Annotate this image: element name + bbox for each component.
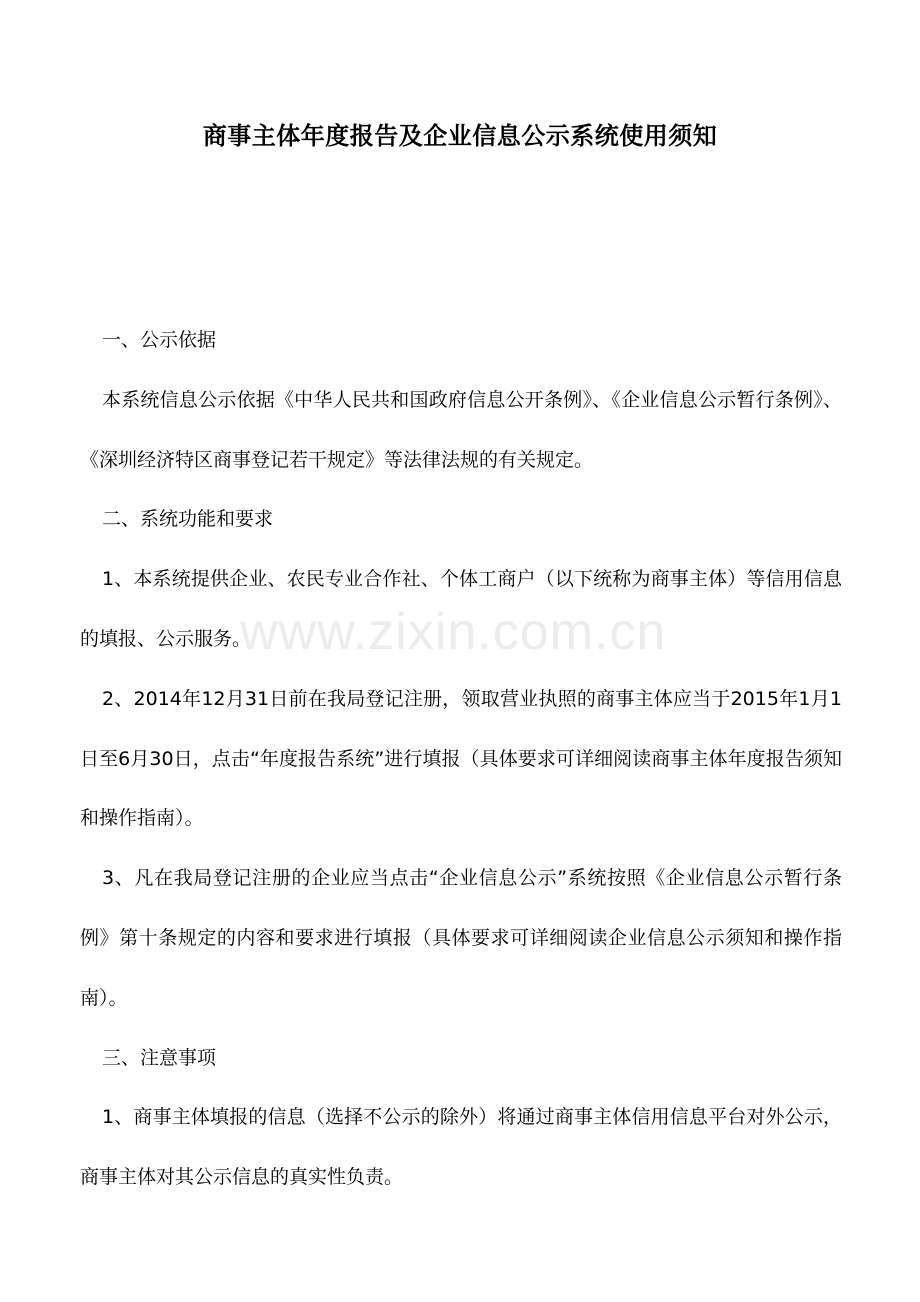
section-heading-notes: 三、注意事项	[102, 1046, 217, 1069]
section-heading-functions: 二、系统功能和要求	[102, 508, 274, 531]
paragraph-basis: 本系统信息公示依据《中华人民共和国政府信息公开条例》、《企业信息公示暂行条例》、《深圳经济特区商事登记若干规定》等法律法规的有关规定。	[80, 388, 842, 471]
paragraph-note-1: 1、商事主体填报的信息（选择不公示的除外）将通过商事主体信用信息平台对外公示，商事主体对其公示信息的真实性负责。	[80, 1106, 842, 1189]
paragraph-function-3: 3、凡在我局登记注册的企业应当点击“企业信息公示”系统按照《企业信息公示暂行条例》第十条规定的内容和要求进行填报（具体要求可详细阅读企业信息公示须知和操作指南）。	[80, 867, 842, 1009]
document-title: 商事主体年度报告及企业信息公示系统使用须知	[202, 122, 718, 150]
document-body	[80, 311, 842, 1208]
paragraph-function-1: 1、本系统提供企业、农民专业合作社、个体工商户（以下统称为商事主体）等信用信息的填报、公示服务。	[80, 568, 842, 650]
watermark-text: www.zixin.com.cn	[240, 603, 667, 661]
paragraph-function-2: 2、2014年12月31日前在我局登记注册，领取营业执照的商事主体应当于2015年1月1日至6月30日，点击“年度报告系统”进行填报（具体要求可详细阅读商事主体年度报告须知和操作指南）。	[80, 687, 842, 830]
section-heading-basis: 一、公示依据	[102, 329, 217, 351]
